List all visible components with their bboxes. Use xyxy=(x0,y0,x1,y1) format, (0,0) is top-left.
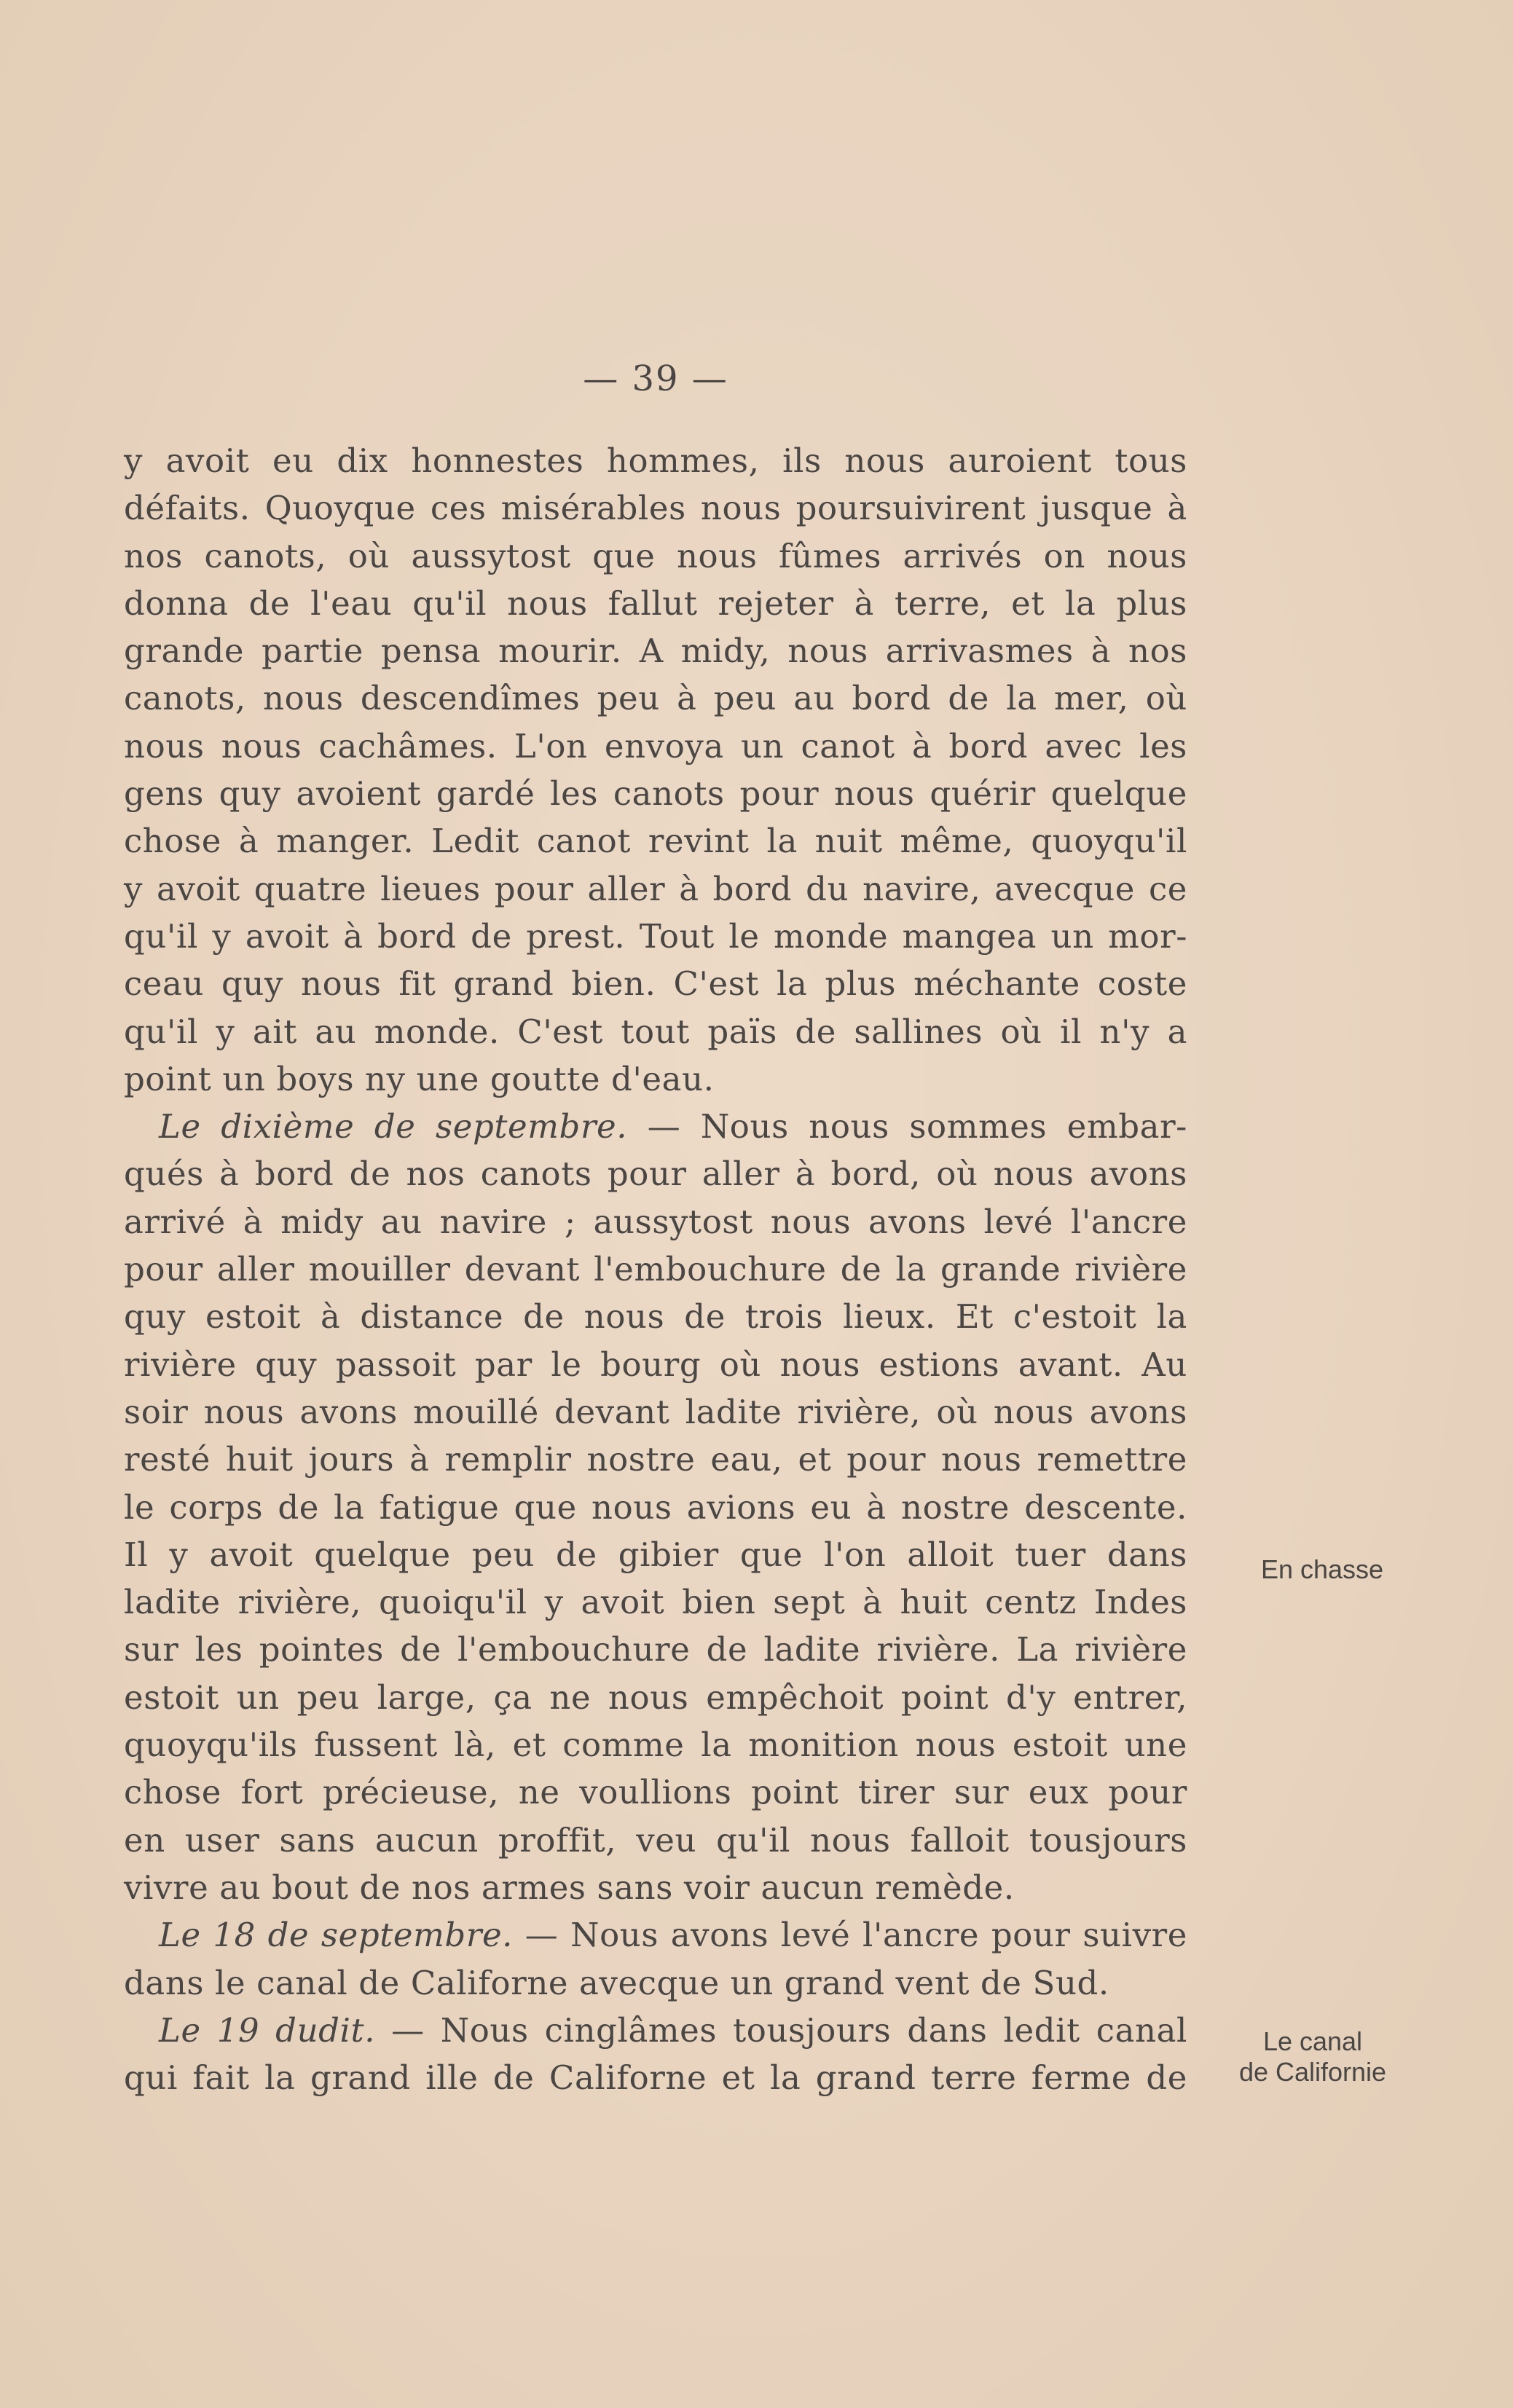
margin-note-text: En chasse xyxy=(1260,1554,1384,1584)
text-line: quoyqu'ils fussent là, et comme la monition nous estoit une xyxy=(124,1726,1187,1765)
text-line: chose à manger. Ledit canot revint la nuit même, quoyqu'il xyxy=(124,822,1187,861)
text-run: — Nous cinglâmes tousjours dans ledit canal xyxy=(375,2010,1188,2050)
text-line: dans le canal de Californe avecque un grand vent de Sud. xyxy=(124,1963,1109,2002)
text-line: gens quy avoient gardé les canots pour nous quérir quelque xyxy=(124,774,1187,814)
text-line: rivière quy passoit par le bourg où nous estions avant. Au xyxy=(124,1345,1187,1384)
text-line: qu'il y avoit à bord de prest. Tout le monde mangea un mor- xyxy=(124,916,1187,956)
text-line: Il y avoit quelque peu de gibier que l'on alloit tuer dans xyxy=(124,1535,1187,1574)
text-line: ladite rivière, quoiqu'il y avoit bien sept à huit centz Indes xyxy=(124,1583,1187,1622)
text-line: canots, nous descendîmes peu à peu au bord de la mer, où xyxy=(124,679,1187,718)
text-line: nos canots, où aussytost que nous fûmes arrivés on nous xyxy=(124,536,1187,575)
page-number: — 39 — xyxy=(583,358,728,399)
text-line: donna de l'eau qu'il nous fallut rejeter à terre, et la plus xyxy=(124,583,1187,623)
text-run: — Nous nous sommes embar- xyxy=(627,1107,1187,1146)
text-line: qui fait la grand ille de Californe et la grand terre ferme de xyxy=(124,2058,1187,2098)
date-heading: Le dixième de septembre. xyxy=(159,1107,628,1146)
margin-note-hunting xyxy=(1213,1554,1431,1585)
text-line: ceau quy nous fit grand bien. C'est la plus méchante coste xyxy=(124,964,1187,1004)
text-line: qués à bord de nos canots pour aller à bord, où nous avons xyxy=(124,1154,1187,1194)
paragraph-first-line xyxy=(124,1911,1187,1959)
text-line: arrivé à midy au navire ; aussytost nous avons levé l'ancre xyxy=(124,1202,1187,1241)
body-text xyxy=(124,437,1187,2101)
text-line: nous nous cachâmes. L'on envoya un canot à bord avec les xyxy=(124,726,1187,766)
text-line: y avoit quatre lieues pour aller à bord du navire, avecque ce xyxy=(124,869,1187,908)
text-line: resté huit jours à remplir nostre eau, et pour nous remettre xyxy=(124,1440,1187,1479)
text-line: soir nous avons mouillé devant ladite rivière, où nous avons xyxy=(124,1392,1187,1431)
text-line: vivre au bout de nos armes sans voir aucun remède. xyxy=(124,1868,1015,1907)
text-line: qu'il y ait au monde. C'est tout païs de sallines où il n'y a xyxy=(124,1012,1187,1051)
text-line: quy estoit à distance de nous de trois lieux. Et c'estoit la xyxy=(124,1297,1187,1337)
text-line: pour aller mouiller devant l'embouchure de la grande rivière xyxy=(124,1250,1187,1289)
margin-note-text: de Californie xyxy=(1238,2057,1387,2087)
text-line: défaits. Quoyque ces misérables nous poursuivirent jusque à xyxy=(124,489,1187,528)
date-heading: Le 18 de septembre. xyxy=(159,1916,514,1955)
text-line: y avoit eu dix honnestes hommes, ils nous auroient tous xyxy=(124,441,1187,480)
text-line: sur les pointes de l'embouchure de ladite rivière. La rivière xyxy=(124,1630,1187,1669)
paragraph-first-line xyxy=(124,1103,1187,1150)
text-line: estoit un peu large, ça ne nous empêchoit point d'y entrer, xyxy=(124,1677,1187,1717)
text-line: point un boys ny une goutte d'eau. xyxy=(124,1059,715,1098)
margin-note-canal xyxy=(1203,2026,1422,2088)
text-line: grande partie pensa mourir. A midy, nous arrivasmes à nos xyxy=(124,631,1187,671)
text-line: le corps de la fatigue que nous avions eu à nostre descente. xyxy=(124,1487,1187,1527)
text-line: chose fort précieuse, ne voullions point tirer sur eux pour xyxy=(124,1773,1187,1812)
text-run: — Nous avons levé l'ancre pour suivre xyxy=(513,1916,1187,1955)
date-heading: Le 19 dudit. xyxy=(159,2010,376,2050)
paragraph-first-line xyxy=(124,2007,1187,2054)
text-line: en user sans aucun proffit, veu qu'il nous falloit tousjours xyxy=(124,1820,1187,1860)
margin-note-text: Le canal xyxy=(1262,2026,1363,2056)
